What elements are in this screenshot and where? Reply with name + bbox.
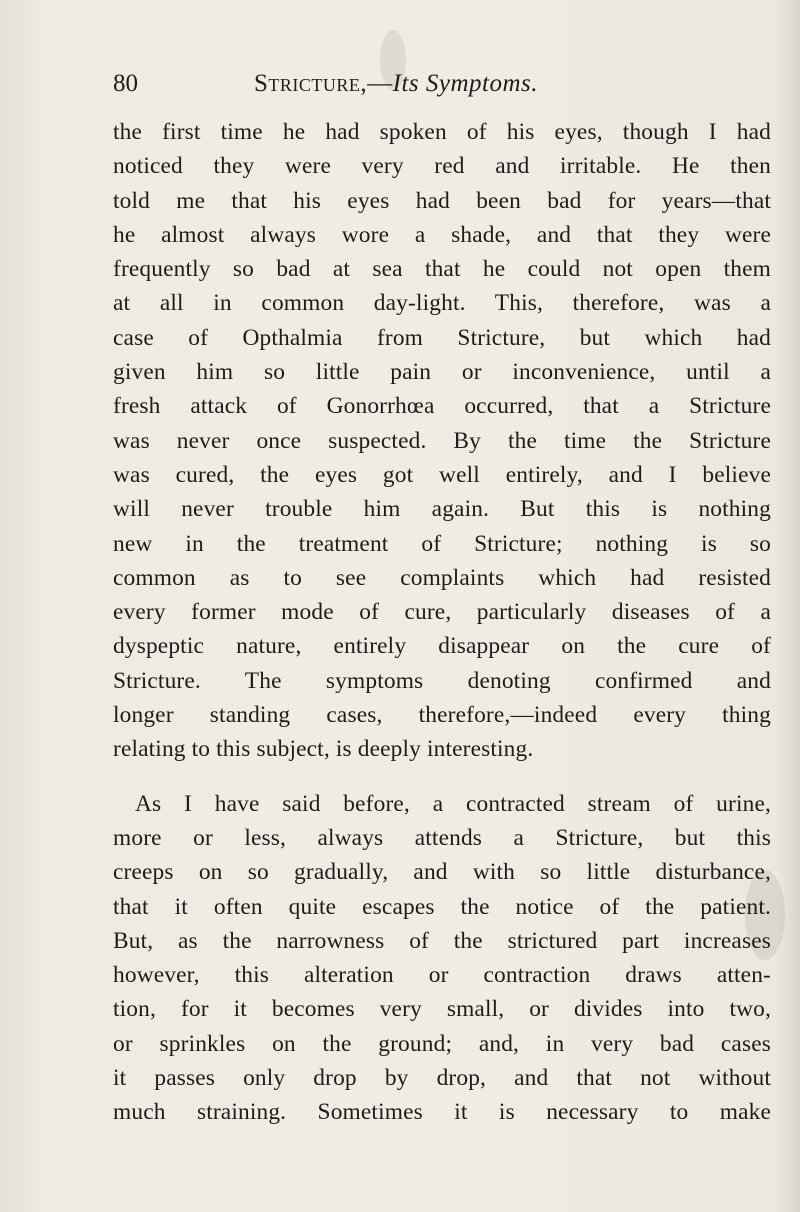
text-line: tion, for it becomes very small, or divides into two, xyxy=(113,996,771,1023)
text-line: was cured, the eyes got well entirely, and I believe xyxy=(113,461,771,488)
text-line: fresh attack of Gonorrhœa occurred, that a Stricture xyxy=(113,393,771,420)
text-line: Stricture. The symptoms denoting confirmed and xyxy=(113,667,771,694)
paragraph-1 xyxy=(113,115,771,767)
text-line: noticed they were very red and irritable. He then xyxy=(113,153,771,180)
text-line: frequently so bad at sea that he could not open them xyxy=(113,256,771,283)
text-line: relating to this subject, is deeply interesting. xyxy=(113,736,534,763)
text-line: however, this alteration or contraction draws atten- xyxy=(113,962,771,989)
text-line: he almost always wore a shade, and that they were xyxy=(113,221,771,248)
text-line: dyspeptic nature, entirely disappear on the cure of xyxy=(113,633,771,660)
heading-dash: — xyxy=(367,70,393,97)
text-line: that it often quite escapes the notice of the patient. xyxy=(113,893,771,920)
text-line: common as to see complaints which had resisted xyxy=(113,564,771,591)
text-line: But, as the narrowness of the strictured part increases xyxy=(113,927,771,954)
text-line: or sprinkles on the ground; and, in very bad cases xyxy=(113,1030,771,1057)
body-text xyxy=(113,115,771,1130)
text-line: longer standing cases, therefore,—indeed every thing xyxy=(113,702,771,729)
chapter-heading xyxy=(254,66,538,102)
text-line: creeps on so gradually, and with so little disturbance, xyxy=(113,859,771,886)
text-line: will never trouble him again. But this is nothing xyxy=(113,496,771,523)
running-head xyxy=(113,66,773,102)
paragraph-2 xyxy=(113,787,771,1130)
text-line: case of Opthalmia from Stricture, but which had xyxy=(113,324,771,351)
text-line: was never once suspected. By the time the Stricture xyxy=(113,427,771,454)
text-line: given him so little pain or inconvenience, until a xyxy=(113,359,771,386)
text-line: much straining. Sometimes it is necessary to make xyxy=(113,1099,771,1126)
text-line: it passes only drop by drop, and that not without xyxy=(113,1065,771,1092)
text-line: more or less, always attends a Stricture, but this xyxy=(113,824,771,851)
heading-main: Stricture, xyxy=(254,70,368,97)
page-edge-shadow xyxy=(778,0,800,1212)
heading-italic: Its Symptoms. xyxy=(392,70,539,97)
text-line: every former mode of cure, particularly diseases of a xyxy=(113,599,771,626)
text-line: new in the treatment of Stricture; nothing is so xyxy=(113,530,771,557)
text-line: told me that his eyes had been bad for years—that xyxy=(113,187,771,214)
page-number: 80 xyxy=(113,70,138,97)
text-line: As I have said before, a contracted stream of urine, xyxy=(135,790,771,817)
text-line: at all in common day-light. This, therefore, was a xyxy=(113,290,771,317)
text-line: the first time he had spoken of his eyes, though I had xyxy=(113,119,771,145)
